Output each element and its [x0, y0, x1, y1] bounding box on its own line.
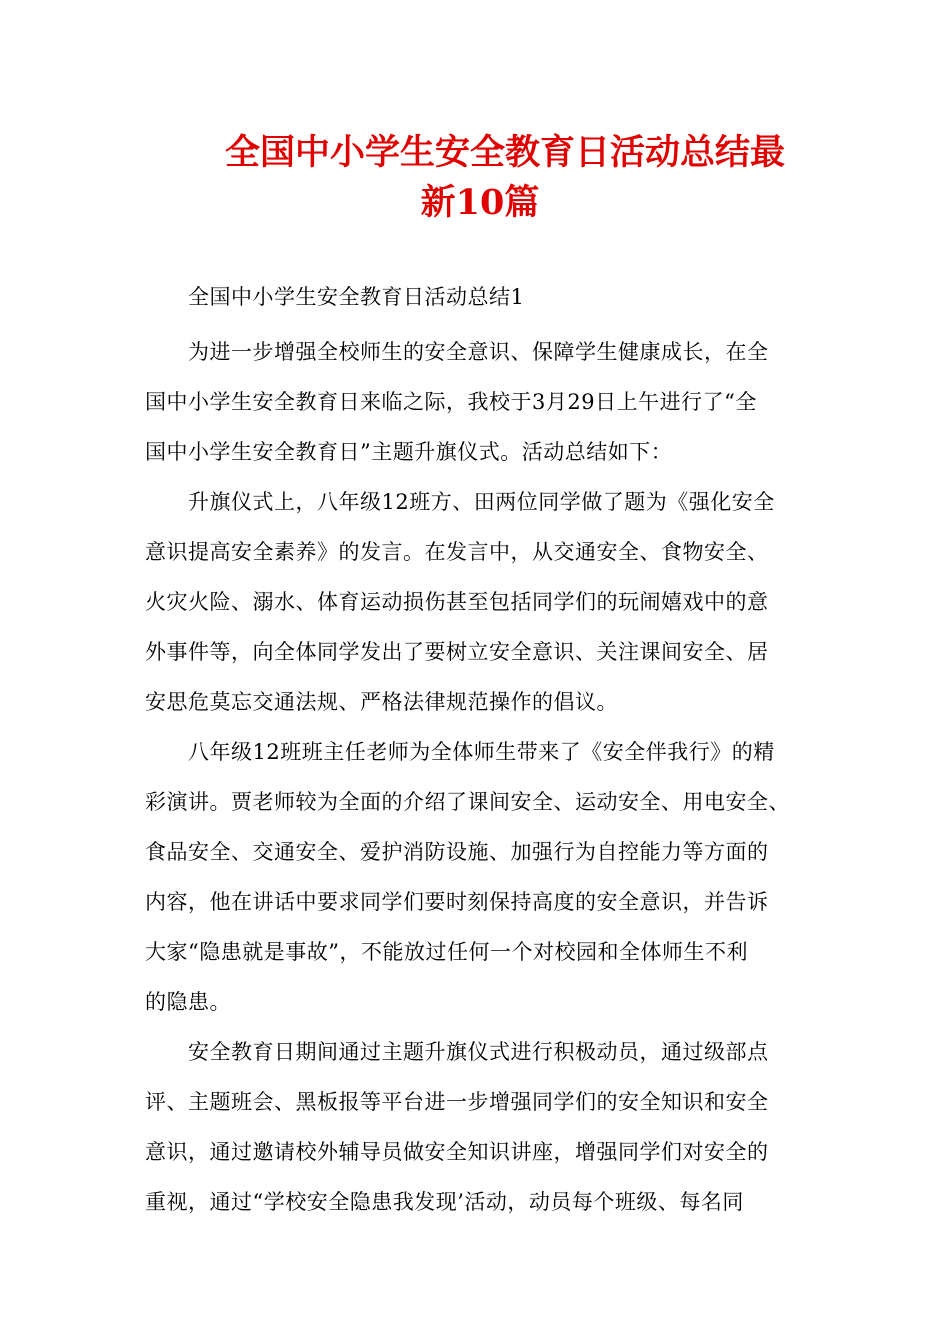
paragraph-line: 安全教育日期间通过主题升旗仪式进行积极动员，通过级部点	[188, 1040, 769, 1064]
paragraph-line: 八年级12班班主任老师为全体师生带来了《安全伴我行》的精	[188, 740, 775, 764]
paragraph-line: 评、主题班会、黑板报等平台进一步增强同学们的安全知识和安全	[145, 1090, 769, 1114]
paragraph-line: 为进一步增强全校师生的安全意识、保障学生健康成长，在全	[188, 340, 769, 364]
paragraph-line: 火灾火险、溺水、体育运动损伤甚至包括同学们的玩闹嬉戏中的意	[145, 590, 769, 614]
paragraph-line: 外事件等，向全体同学发出了要树立安全意识、关注课间安全、居	[145, 640, 769, 664]
paragraph-line: 的隐患。	[145, 990, 231, 1014]
paragraph-line: 意识提高安全素养》的发言。在发言中，从交通安全、食物安全、	[145, 540, 769, 564]
paragraph-line: 国中小学生安全教育日”主题升旗仪式。活动总结如下：	[145, 440, 673, 464]
section-heading: 全国中小学生安全教育日活动总结1	[188, 285, 525, 309]
paragraph-line: 意识，通过邀请校外辅导员做安全知识讲座，增强同学们对安全的	[145, 1140, 769, 1164]
paragraph-line: 国中小学生安全教育日来临之际，我校于3月29日上午进行了“全	[145, 390, 757, 414]
paragraph-line: 内容，他在讲话中要求同学们要时刻保持高度的安全意识，并告诉	[145, 890, 769, 914]
paragraph-line: 大家“隐患就是事故”，不能放过任何一个对校园和全体师生不利	[145, 940, 748, 964]
document-title-line-1: 全国中小学生安全教育日活动总结最	[224, 132, 785, 173]
paragraph-line: 重视，通过“学校安全隐患我发现’活动，动员每个班级、每名同	[145, 1190, 744, 1214]
paragraph-line: 食品安全、交通安全、爱护消防设施、加强行为自控能力等方面的	[145, 840, 769, 864]
document-title-line-2: 新10篇	[420, 182, 540, 223]
paragraph-line: 升旗仪式上，八年级12班方、田两位同学做了题为《强化安全	[188, 490, 775, 514]
paragraph-line: 彩演讲。贾老师较为全面的介绍了课间安全、运动安全、用电安全、	[145, 790, 790, 814]
paragraph-line: 安思危莫忘交通法规、严格法律规范操作的倡议。	[145, 690, 618, 714]
